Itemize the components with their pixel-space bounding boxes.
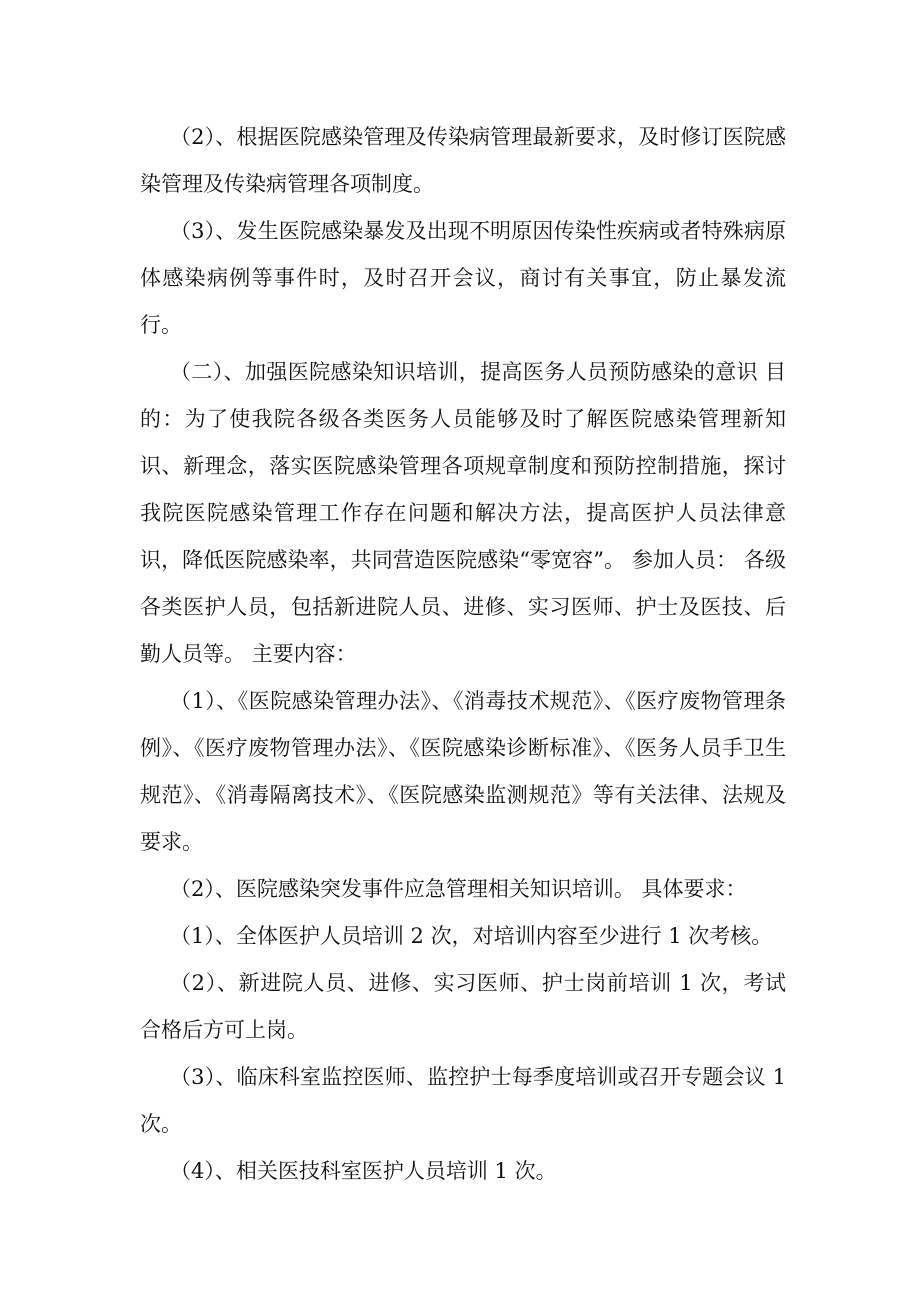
paragraph-6: （1）、全体医护人员培训 2 次，对培训内容至少进行 1 次考核。	[170, 924, 773, 948]
paragraph-4: （1）、《医院感染管理办法》、《消毒技术规范》、《医疗废物管理条例》、《医疗废物管理办法》、《医院感染诊断标准》、《医务人员手卫生规范》、《消毒隔离技术》、《医院感染监测规范》等有关法律、法规及要求。	[140, 689, 786, 854]
paragraph-2: （3）、发生医院感染暴发及出现不明原因传染性疾病或者特殊病原体感染病例等事件时，及时召开会议，商讨有关事宜，防止暴发流行。	[140, 219, 786, 337]
paragraph-8: （3）、临床科室监控医师、监控护士每季度培训或召开专题会议 1 次。	[140, 1065, 786, 1136]
paragraph-7: （2）、新进院人员、进修、实习医师、护士岗前培训 1 次，考试合格后方可上岗。	[140, 971, 786, 1042]
paragraph-5: （2）、医院感染突发事件应急管理相关知识培训。 具体要求：	[170, 877, 747, 901]
paragraph-3: （二）、加强医院感染知识培训，提高医务人员预防感染的意识 目的：为了使我院各级各类医务人员能够及时了解医院感染管理新知识、新理念，落实医院感染管理各项规章制度和预防控制措施，探讨我院医院感染管理工作存在问题和解决方法，提高医护人员法律意识，降低医院感染率，共同营造医院感染“零宽容”。 参加人员： 各级各类医护人员，包括新进院人员、进修、实习医师、护士及医技、后勤人员等。 主要内容：	[140, 360, 786, 666]
paragraph-9: （4）、相关医技科室医护人员培训 1 次。	[170, 1159, 557, 1183]
document-body	[140, 114, 786, 1195]
paragraph-1: （2）、根据医院感染管理及传染病管理最新要求，及时修订医院感染管理及传染病管理各项制度。	[140, 125, 786, 196]
